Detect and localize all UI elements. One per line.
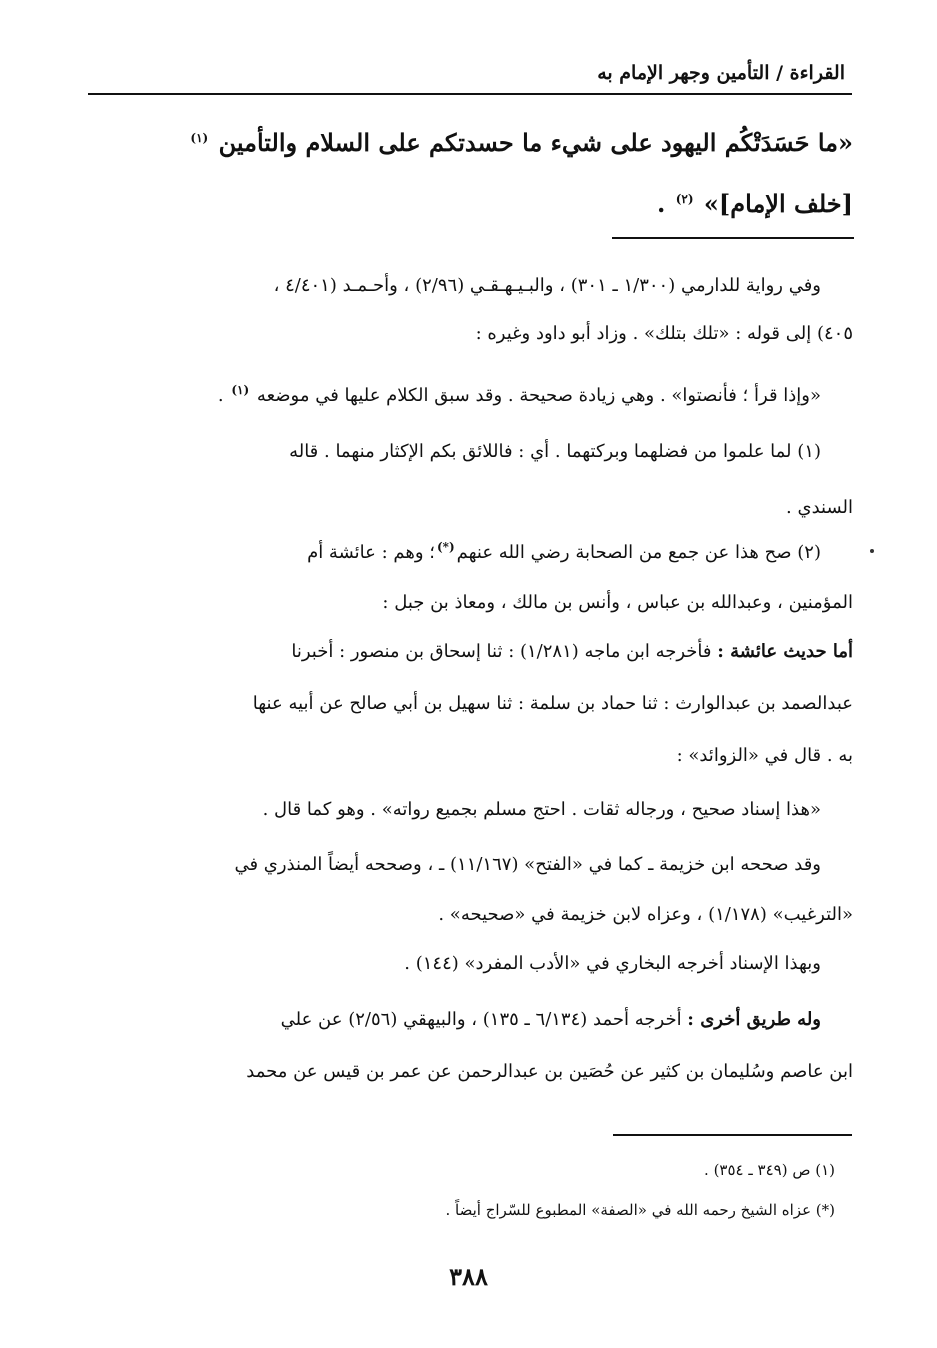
footnote-1: (١) ص (٣٤٩ ـ ٣٥٤) . — [704, 1161, 835, 1179]
footnote-ref-2: (٢) — [675, 192, 694, 206]
paragraph-line: عبدالصمد بن عبدالوارث : ثنا حماد بن سلمة : ثنا سهيل بن أبي صالح عن أبيه عنها — [252, 693, 853, 714]
hadith-line-2 — [83, 171, 853, 232]
hadith-end-mark: . — [657, 189, 674, 218]
paragraph-other-route — [83, 994, 853, 1098]
paragraph-khuzaimah — [83, 840, 853, 940]
paragraph-line: ٤٠٥) إلى قوله : «تلك بتلك» . وزاد أبو داود وغيره : — [475, 323, 853, 344]
page-number: ٣٨٨ — [449, 1262, 488, 1291]
paragraph-line: السندي . — [786, 497, 853, 518]
paragraph-line — [83, 994, 853, 1046]
section-lead: وله طريق أخرى : — [687, 1009, 821, 1030]
paragraph-line: به . قال في «الزوائد» : — [676, 745, 853, 766]
running-header: القراءة / التأمين وجهر الإمام به — [597, 62, 845, 84]
paragraph-addition — [83, 366, 853, 420]
paragraph-line: «هذا إسناد صحيح ، ورجاله ثقات . احتج مسلم بجميع رواته» . وهو كما قال . — [262, 799, 821, 820]
paragraph-text: (٢) صح هذا عن جمع من الصحابة رضي الله عنهم — [456, 542, 821, 563]
paragraph-line: وفي رواية للدارمي (١/٣٠٠ ـ ٣٠١) ، والبـيـهـقـي (٢/٩٦) ، وأحـمـد (٤/٤٠١ ، — [273, 275, 821, 296]
hadith-line-1 — [83, 110, 853, 171]
hadith-quote — [83, 110, 853, 232]
paragraph-line: ابن عاصم وسُليمان بن كثير عن حُصَين بن عبدالرحمن عن عمر بن قيس عن محمد — [246, 1061, 853, 1082]
footnote-ref-star: (*) — [437, 540, 455, 554]
footnote-ref-1: (١) — [190, 131, 209, 145]
paragraph-line: «الترغيب» (١/١٧٨) ، وعزاه لابن خزيمة في «صحيحه» . — [438, 904, 853, 925]
paragraph-zawaid-quote — [83, 786, 853, 834]
paragraph-line — [83, 522, 853, 578]
hadith-text-1: «ما حَسَدَتْكُم اليهود على شيء ما حسدتكم على السلام والتأمين — [218, 128, 853, 157]
note-2-companions — [83, 522, 853, 628]
paragraph-text: فأخرجه ابن ماجه (١/٢٨١) : ثنا إسحاق بن منصور : أخبرنا — [291, 641, 718, 662]
footnote-ref-1: (١) — [231, 383, 250, 397]
paragraph-text: أخرجه أحمد (٦/١٣٤ ـ ١٣٥) ، والبيهقي (٢/٥٦) عن علي — [280, 1009, 688, 1030]
footnotes — [83, 1150, 853, 1230]
notes-separator-rule — [612, 237, 854, 239]
paragraph-text: ؛ وهم : عائشة أم — [307, 542, 435, 563]
paragraph-line: المؤمنين ، وعبدالله بن عباس ، وأنس بن مالك ، ومعاذ بن جبل : — [382, 592, 853, 613]
paragraph-darimi-narration — [83, 262, 853, 358]
paragraph-line: وقد صححه ابن خزيمة ـ كما في «الفتح» (١١/١٦٧) ـ ، وصححه أيضاً المنذري في — [234, 854, 821, 875]
header-rule — [88, 93, 852, 95]
paragraph-text: «وإذا قرأ ؛ فأنصتوا» . وهي زيادة صحيحة . وقد سبق الكلام عليها في موضعه — [256, 385, 821, 406]
section-lead: أما حديث عائشة : — [717, 641, 853, 662]
end-mark: . — [217, 385, 230, 406]
paragraph-line: (١) لما علموا من فضلهما وبركتهما . أي : فاللائق بكم الإكثار منهما . قاله — [289, 441, 821, 462]
note-1-sindi — [83, 424, 853, 536]
paragraph-line — [83, 626, 853, 678]
paragraph-line — [83, 366, 853, 420]
hadith-text-2: [خلف الإمام]» — [703, 189, 853, 218]
paragraph-aisha-hadith — [83, 626, 853, 782]
paragraph-bukhari-adab — [83, 940, 853, 988]
scan-speck — [870, 549, 874, 553]
footnote-star: (*) عزاه الشيخ رحمه الله في «الصفة» المطبوع للسّراج أيضاً . — [445, 1201, 835, 1219]
paragraph-line: وبهذا الإسناد أخرجه البخاري في «الأدب المفرد» (١٤٤) . — [404, 953, 821, 974]
footnote-rule — [613, 1134, 852, 1136]
